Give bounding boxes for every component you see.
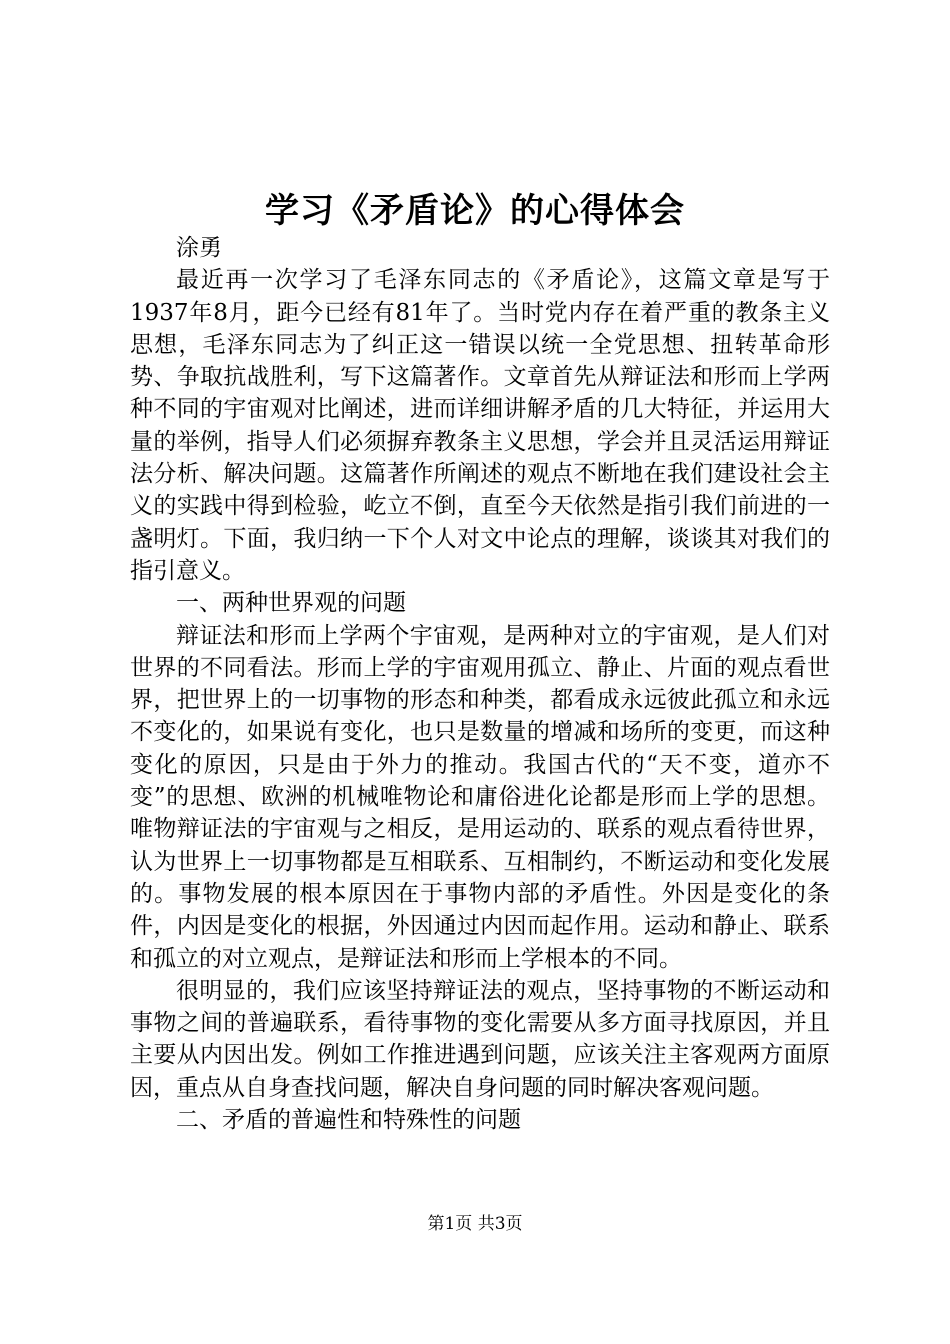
document-body [130,232,830,1136]
paragraph-dialectics: 很明显的，我们应该坚持辩证法的观点，坚持事物的不断运动和事物之间的普遍联系，看待事物的变化需要从多方面寻找原因，并且主要从内因出发。例如工作推进遇到问题，应该关注主客观两方面原因，重点从自身查找问题，解决自身问题的同时解决客观问题。 [130,977,830,1101]
page-number: 第1页 共3页 [427,1214,523,1234]
author-line: 涂勇 [176,235,222,261]
paragraph-worldview: 辩证法和形而上学两个宇宙观，是两种对立的宇宙观，是人们对世界的不同看法。形而上学的宇宙观用孤立、静止、片面的观点看世界，把世界上的一切事物的形态和种类，都看成永远彼此孤立和永远不变化的，如果说有变化，也只是数量的增减和场所的变更，而这种变化的原因，只是由于外力的推动。我国古代的“天不变，道亦不变”的思想、欧洲的机械唯物论和庸俗进化论都是形而上学的思想。唯物辩证法的宇宙观与之相反，是用运动的、联系的观点看待世界，认为世界上一切事物都是互相联系、互相制约，不断运动和变化发展的。事物发展的根本原因在于事物内部的矛盾性。外因是变化的条件，内因是变化的根据，外因通过内因而起作用。运动和静止、联系和孤立的对立观点，是辩证法和形而上学根本的不同。 [130,622,830,972]
section-heading-2: 二、矛盾的普遍性和特殊性的问题 [176,1107,521,1134]
paragraph-intro: 最近再一次学习了毛泽东同志的《矛盾论》，这篇文章是写于1937年8月，距今已经有81年了。当时党内存在着严重的教条主义思想，毛泽东同志为了纠正这一错误以统一全党思想、扭转革命形势、争取抗战胜利，写下这篇著作。文章首先从辩证法和形而上学两种不同的宇宙观对比阐述，进而详细讲解矛盾的几大特征，并运用大量的举例，指导人们必须摒弃教条主义思想，学会并且灵活运用辩证法分析、解决问题。这篇著作所阐述的观点不断地在我们建设社会主义的实践中得到检验，屹立不倒，直至今天依然是指引我们前进的一盏明灯。下面，我归纳一下个人对文中论点的理解，谈谈其对我们的指引意义。 [130,267,830,584]
section-heading-1: 一、两种世界观的问题 [176,590,406,617]
document-title: 学习《矛盾论》的心得体会 [265,191,685,231]
